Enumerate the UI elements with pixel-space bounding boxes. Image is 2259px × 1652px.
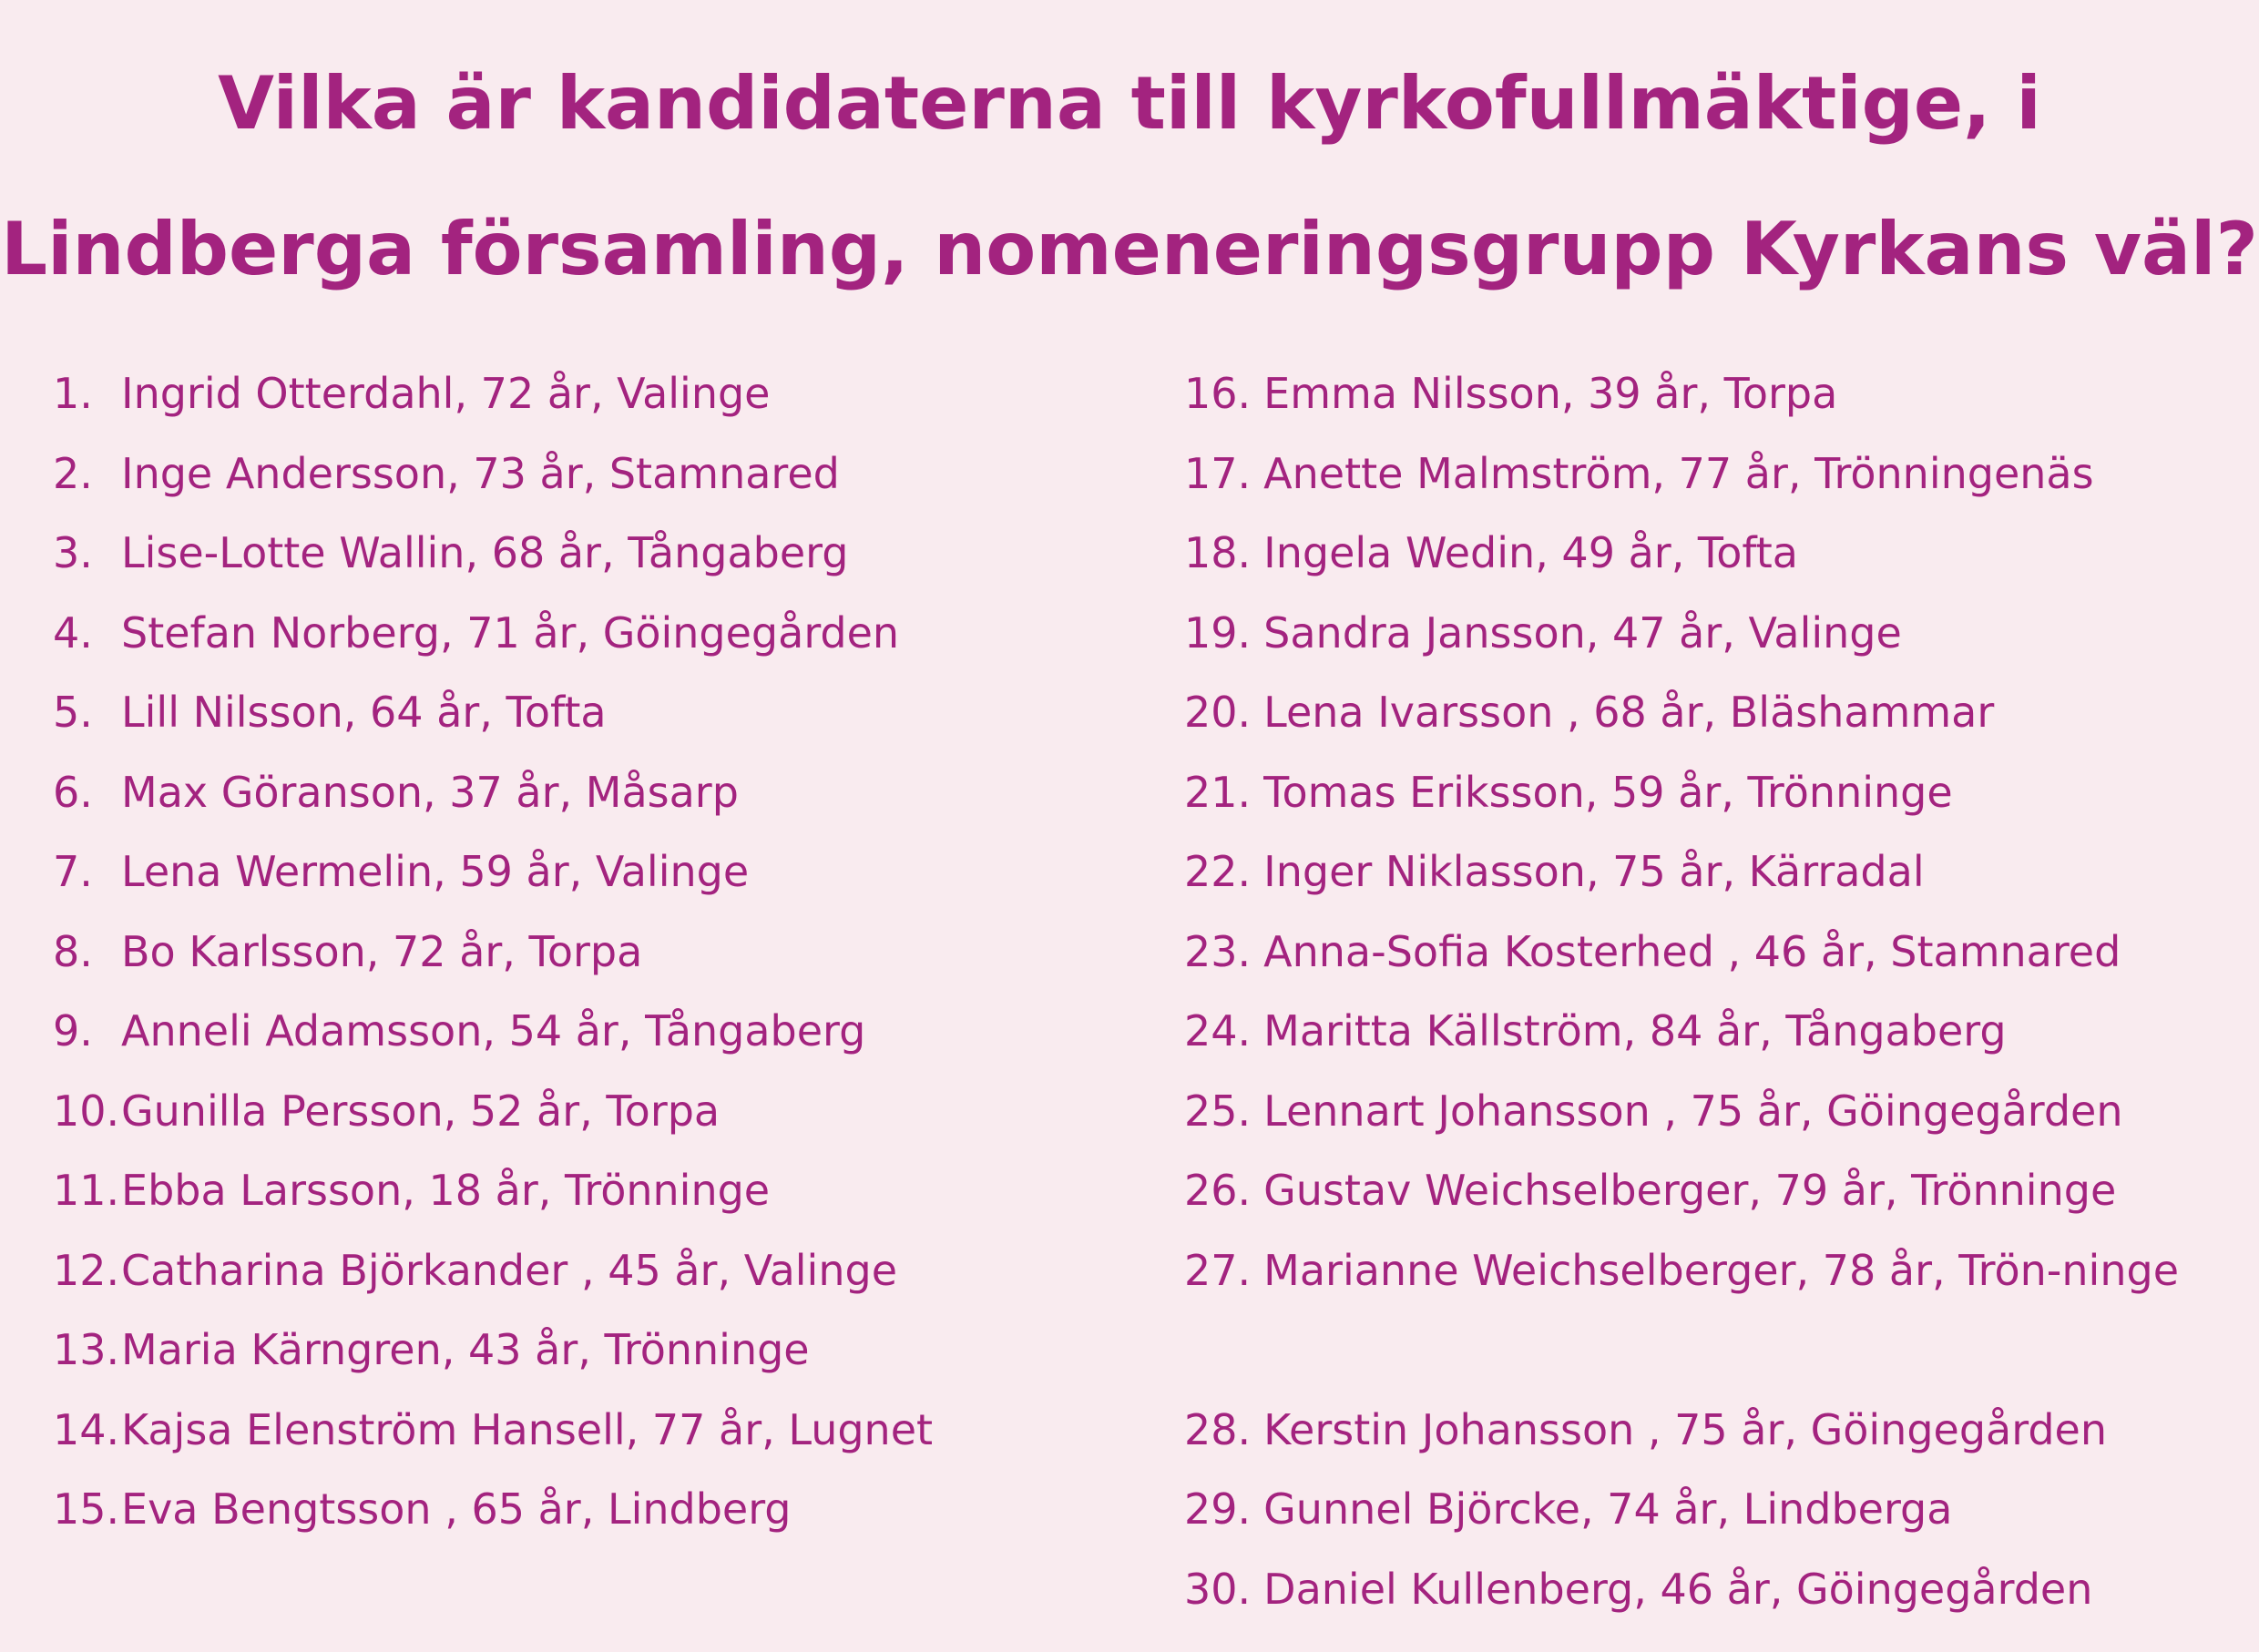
list-item [53, 753, 1128, 833]
list-item [53, 1470, 1128, 1550]
candidate-text: Kerstin Johansson , 75 år, Göingegården [1263, 1404, 2107, 1454]
candidate-text: Ingrid Otterdahl, 72 år, Valinge [121, 369, 771, 418]
candidate-text: Bo Karlsson, 72 år, Torpa [121, 926, 643, 976]
list-item [53, 354, 1128, 434]
item-number: 14. [53, 1404, 120, 1454]
list-item [1184, 1391, 2241, 1471]
item-number: 24. [1184, 1006, 1252, 1055]
candidate-text: Gunilla Persson, 52 år, Torpa [121, 1086, 721, 1136]
item-number: 18. [1184, 528, 1252, 577]
item-number: 25. [1184, 1086, 1252, 1136]
item-number: 21. [1184, 767, 1252, 817]
list-item [53, 434, 1128, 515]
candidate-text: Daniel Kullenberg, 46 år, Göingegården [1263, 1564, 2093, 1614]
item-number: 3. [53, 528, 93, 577]
candidate-text: Ebba Larsson, 18 år, Trönninge [121, 1166, 771, 1215]
list-item [53, 1072, 1128, 1152]
list-item [1184, 434, 2241, 515]
candidate-text: Catharina Björkander , 45 år, Valinge [121, 1245, 897, 1295]
item-number: 23. [1184, 926, 1252, 976]
page-title [0, 31, 2259, 322]
list-item [53, 1391, 1128, 1471]
list-item [1184, 354, 2241, 434]
item-number: 13. [53, 1325, 120, 1374]
candidate-text: Lise-Lotte Wallin, 68 år, Tångaberg [121, 528, 849, 577]
candidate-text: Anette Malmström, 77 år, Trönningenäs [1263, 448, 2094, 498]
list-item [1184, 992, 2241, 1072]
candidate-text: Inger Niklasson, 75 år, Kärradal [1263, 847, 1925, 896]
list-item [1184, 514, 2241, 594]
item-number: 26. [1184, 1166, 1252, 1215]
list-item [53, 514, 1128, 594]
item-number: 16. [1184, 369, 1252, 418]
list-item [1184, 673, 2241, 753]
item-number: 28. [1184, 1404, 1252, 1454]
item-number: 15. [53, 1484, 120, 1534]
list-item [53, 913, 1128, 993]
list-item [1184, 1072, 2241, 1152]
candidate-text: Marianne Weichselberger, 78 år, Trön-ninge [1263, 1245, 2179, 1295]
list-item [53, 832, 1128, 913]
list-item [53, 1231, 1128, 1311]
list-item [53, 594, 1128, 674]
list-item [1184, 753, 2241, 833]
list-item [1184, 1151, 2241, 1231]
list-item [1184, 913, 2241, 993]
list-item [1184, 832, 2241, 913]
item-number: 9. [53, 1006, 93, 1055]
candidate-text: Kajsa Elenström Hansell, 77 år, Lugnet [121, 1404, 934, 1454]
list-item [53, 1310, 1128, 1391]
item-number: 12. [53, 1245, 120, 1295]
list-item [1184, 1550, 2241, 1630]
list-item [1184, 594, 2241, 674]
candidate-text: Maria Kärngren, 43 år, Trönninge [121, 1325, 810, 1374]
candidate-text: Anna-Sofia Kosterhed , 46 år, Stamnared [1263, 926, 2121, 976]
list-item [53, 673, 1128, 753]
candidate-list-left [53, 354, 1128, 1550]
candidate-text: Lennart Johansson , 75 år, Göingegården [1263, 1086, 2123, 1136]
candidate-text: Eva Bengtsson , 65 år, Lindberg [121, 1484, 792, 1534]
candidate-text: Lena Wermelin, 59 år, Valinge [121, 847, 750, 896]
candidate-text: Maritta Källström, 84 år, Tångaberg [1263, 1006, 2007, 1055]
candidate-text: Inge Andersson, 73 år, Stamnared [121, 448, 840, 498]
item-number: 4. [53, 607, 93, 658]
item-number: 6. [53, 767, 93, 817]
candidate-text: Stefan Norberg, 71 år, Göingegården [121, 607, 900, 658]
candidate-text: Sandra Jansson, 47 år, Valinge [1263, 607, 1902, 658]
list-item [53, 1151, 1128, 1231]
item-number: 11. [53, 1166, 120, 1215]
item-number: 27. [1184, 1245, 1252, 1295]
item-number: 5. [53, 688, 93, 737]
item-number: 29. [1184, 1484, 1252, 1534]
item-number: 2. [53, 448, 93, 498]
candidate-list-right [1184, 354, 2241, 1629]
item-number: 1. [53, 369, 93, 418]
list-item [1184, 1470, 2241, 1550]
item-number: 30. [1184, 1564, 1252, 1614]
item-number: 7. [53, 847, 93, 896]
item-number: 22. [1184, 847, 1252, 896]
candidate-text: Emma Nilsson, 39 år, Torpa [1263, 369, 1838, 418]
candidate-text: Lill Nilsson, 64 år, Tofta [121, 688, 607, 737]
item-number: 8. [53, 926, 93, 976]
candidate-text: Gunnel Björcke, 74 år, Lindberga [1263, 1484, 1953, 1534]
list-item [53, 992, 1128, 1072]
item-number: 17. [1184, 448, 1252, 498]
candidate-text: Lena Ivarsson , 68 år, Bläshammar [1263, 688, 1995, 737]
candidate-text: Tomas Eriksson, 59 år, Trönninge [1263, 767, 1953, 817]
candidate-text: Anneli Adamsson, 54 år, Tångaberg [121, 1006, 866, 1055]
item-number: 10. [53, 1086, 120, 1136]
candidate-text: Max Göranson, 37 år, Måsarp [121, 767, 739, 817]
candidate-text: Ingela Wedin, 49 år, Tofta [1263, 528, 1798, 577]
title-line-2: Lindberga församling, nomeneringsgrupp Kyrkans väl? [1, 207, 2258, 291]
item-number: 20. [1184, 688, 1252, 737]
item-number: 19. [1184, 607, 1252, 658]
title-line-1: Vilka är kandidaterna till kyrkofullmäktige, i [218, 61, 2041, 146]
candidate-text: Gustav Weichselberger, 79 år, Trönninge [1263, 1166, 2117, 1215]
list-item [1184, 1231, 2241, 1391]
